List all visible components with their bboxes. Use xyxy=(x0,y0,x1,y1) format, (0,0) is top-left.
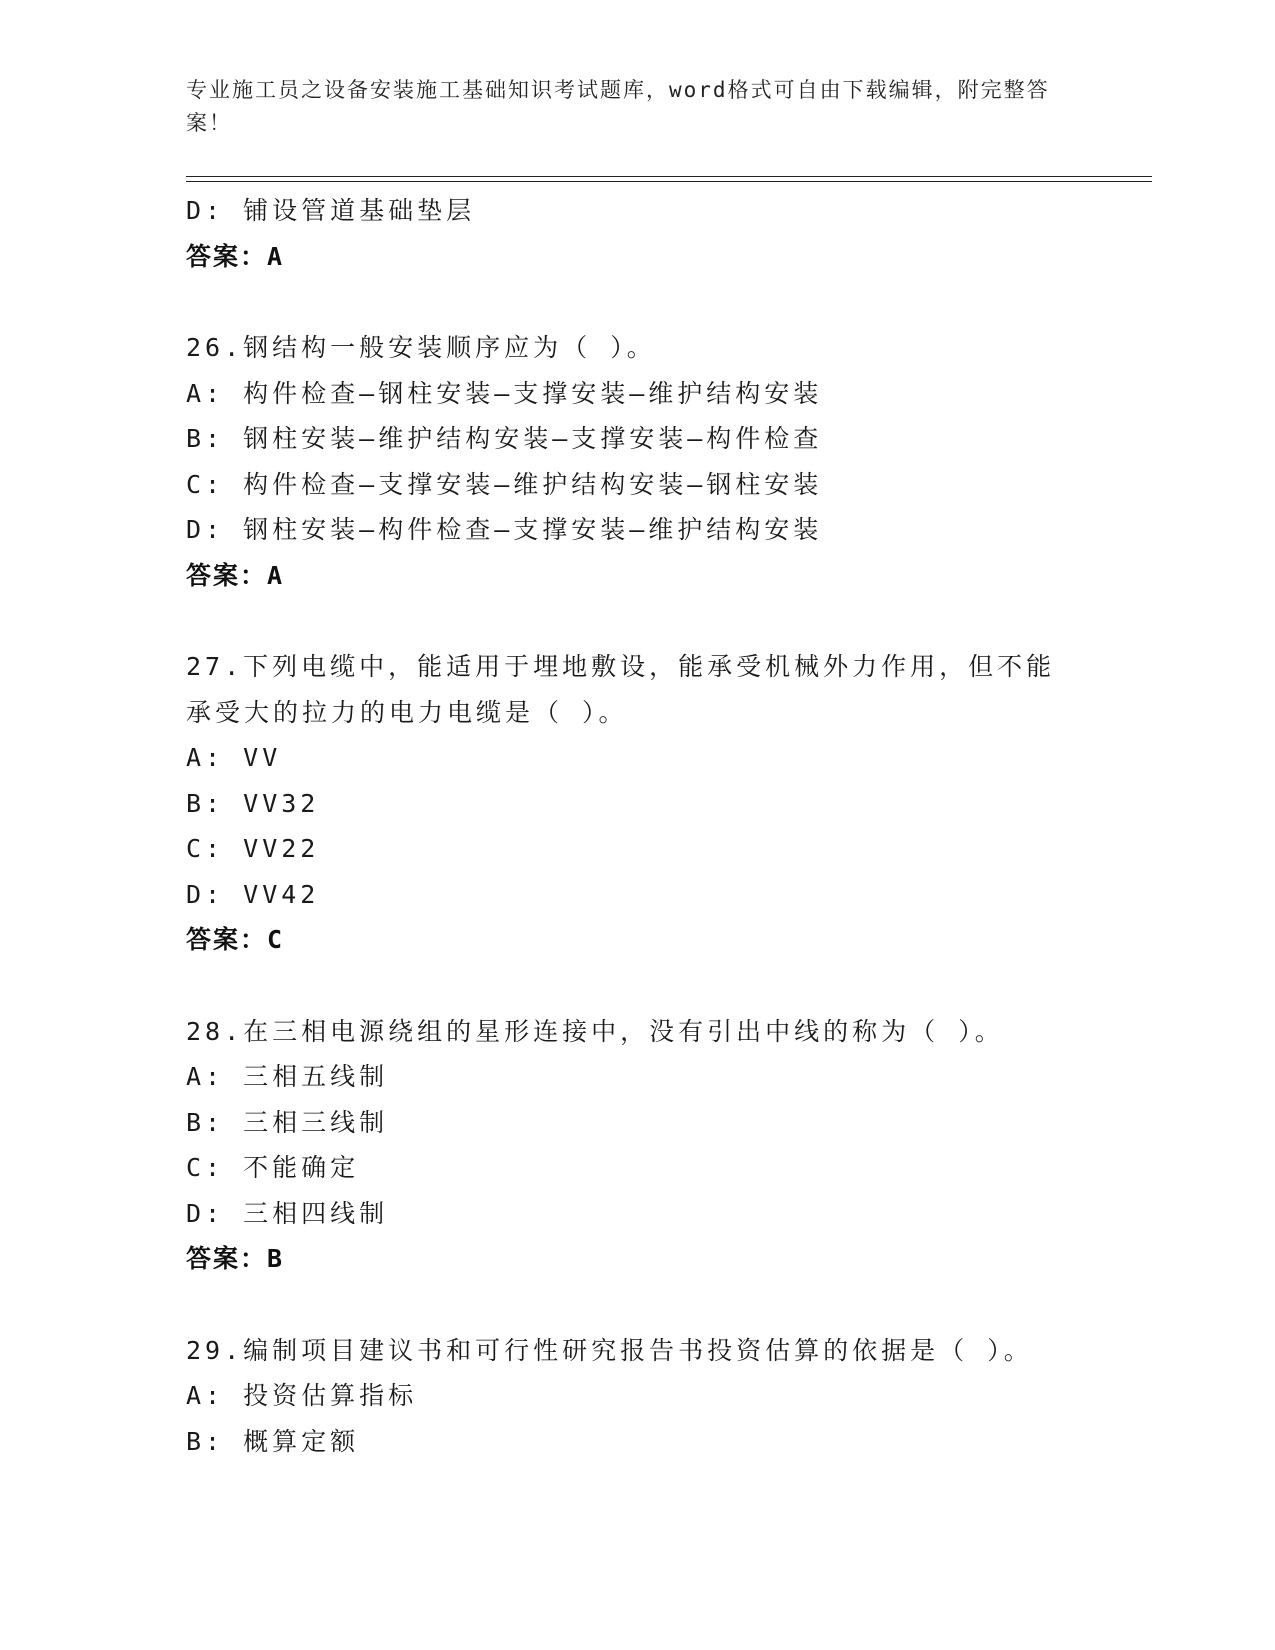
question-stem: 26.钢结构一般安装顺序应为（ ）。 xyxy=(186,333,656,362)
question-stem: 29.编制项目建议书和可行性研究报告书投资估算的依据是（ ）。 xyxy=(186,1335,1033,1365)
option-a: A: VV xyxy=(186,743,282,772)
spacer xyxy=(186,1282,1086,1328)
question-stem: 27.下列电缆中，能适用于埋地敷设，能承受机械外力作用，但不能承受大的拉力的电力电缆是（ ）。 xyxy=(186,652,1056,727)
option-a: A: 三相五线制 xyxy=(186,1062,389,1091)
question-26 xyxy=(186,325,1086,598)
answer-line: 答案：B xyxy=(186,1244,285,1273)
document-header: 专业施工员之设备安装施工基础知识考试题库，word格式可自由下载编辑，附完整答案！ xyxy=(186,78,1050,135)
option-c: C: 构件检查—支撑安装—维护结构安装—钢柱安装 xyxy=(186,469,823,499)
answer-line: 答案：A xyxy=(186,241,285,271)
option-c: C: 不能确定 xyxy=(186,1153,360,1182)
option-a: A: 构件检查—钢柱安装—支撑安装—维护结构安装 xyxy=(186,378,823,408)
spacer xyxy=(186,963,1086,1009)
answer-line: 答案：A xyxy=(186,560,285,590)
question-27 xyxy=(186,644,1086,963)
option-c: C: VV22 xyxy=(186,834,320,863)
option-d: D: 三相四线制 xyxy=(186,1198,389,1228)
question-list xyxy=(186,188,1086,1464)
option-b: B: 概算定额 xyxy=(186,1426,360,1456)
option-d: D: 铺设管道基础垫层 xyxy=(186,196,476,225)
option-b: B: VV32 xyxy=(186,788,320,818)
spacer xyxy=(186,598,1086,644)
option-d: D: VV42 xyxy=(186,879,320,909)
header-divider-bottom xyxy=(186,181,1152,182)
header-divider-top xyxy=(186,176,1152,177)
option-b: B: 钢柱安装—维护结构安装—支撑安装—构件检查 xyxy=(186,424,823,453)
question-29 xyxy=(186,1328,1086,1465)
question-25-tail xyxy=(186,188,1086,279)
question-28 xyxy=(186,1009,1086,1282)
option-b: B: 三相三线制 xyxy=(186,1107,389,1137)
option-a: A: 投资估算指标 xyxy=(186,1381,418,1410)
option-d: D: 钢柱安装—构件检查—支撑安装—维护结构安装 xyxy=(186,515,823,544)
spacer xyxy=(186,279,1086,325)
answer-line: 答案：C xyxy=(186,925,285,954)
question-stem: 28.在三相电源绕组的星形连接中，没有引出中线的称为（ ）。 xyxy=(186,1016,1004,1046)
